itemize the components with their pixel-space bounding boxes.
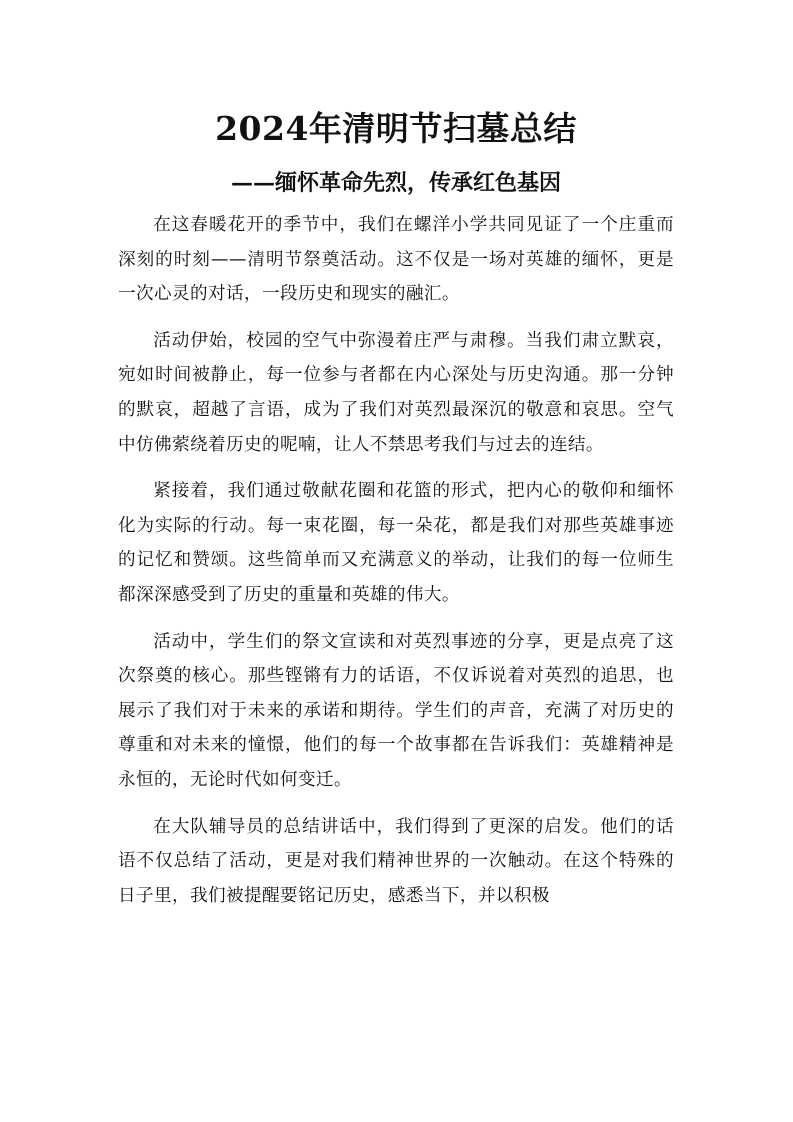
paragraph: 紧接着，我们通过敬献花圈和花篮的形式，把内心的敬仰和缅怀化为实际的行动。每一束花圈，每一朵花，都是我们对那些英雄事迹的记忆和赞颂。这些简单而又充满意义的举动，让我们的每一位师生都深深感受到了历史的重量和英雄的伟大。 bbox=[118, 481, 674, 605]
paragraph: 在大队辅导员的总结讲话中，我们得到了更深的启发。他们的话语不仅总结了活动，更是对我们精神世界的一次触动。在这个特殊的日子里，我们被提醒要铭记历史，感悉当下，并以积极 bbox=[118, 816, 674, 906]
document-title: 2024年清明节扫墓总结 bbox=[215, 109, 577, 148]
document-body bbox=[118, 208, 674, 913]
paragraph: 活动伊始，校园的空气中弥漫着庄严与肃穆。当我们肃立默哀，宛如时间被静止，每一位参与者都在内心深处与历史沟通。那一分钟的默哀，超越了言语，成为了我们对英烈最深沉的敬意和哀思。空气中仿佛萦绕着历史的呢喃，让人不禁思考我们与过去的连结。 bbox=[118, 330, 674, 455]
document-page bbox=[118, 96, 674, 925]
paragraph: 活动中，学生们的祭文宣读和对英烈事迹的分享，更是点亮了这次祭奠的核心。那些铿锵有力的话语，不仅诉说着对英烈的追思，也展示了我们对于未来的承诺和期待。学生们的声音，充满了对历史的尊重和对未来的憧憬，他们的每一个故事都在告诉我们：英雄精神是永恒的，无论时代如何变迁。 bbox=[118, 631, 674, 790]
paragraph: 在这春暖花开的季节中，我们在螺洋小学共同见证了一个庄重而深刻的时刻——清明节祭奠活动。这不仅是一场对英雄的缅怀，更是一次心灵的对话，一段历史和现实的融汇。 bbox=[118, 215, 674, 305]
document-subtitle: ——缅怀革命先烈，传承红色基因 bbox=[230, 170, 561, 196]
